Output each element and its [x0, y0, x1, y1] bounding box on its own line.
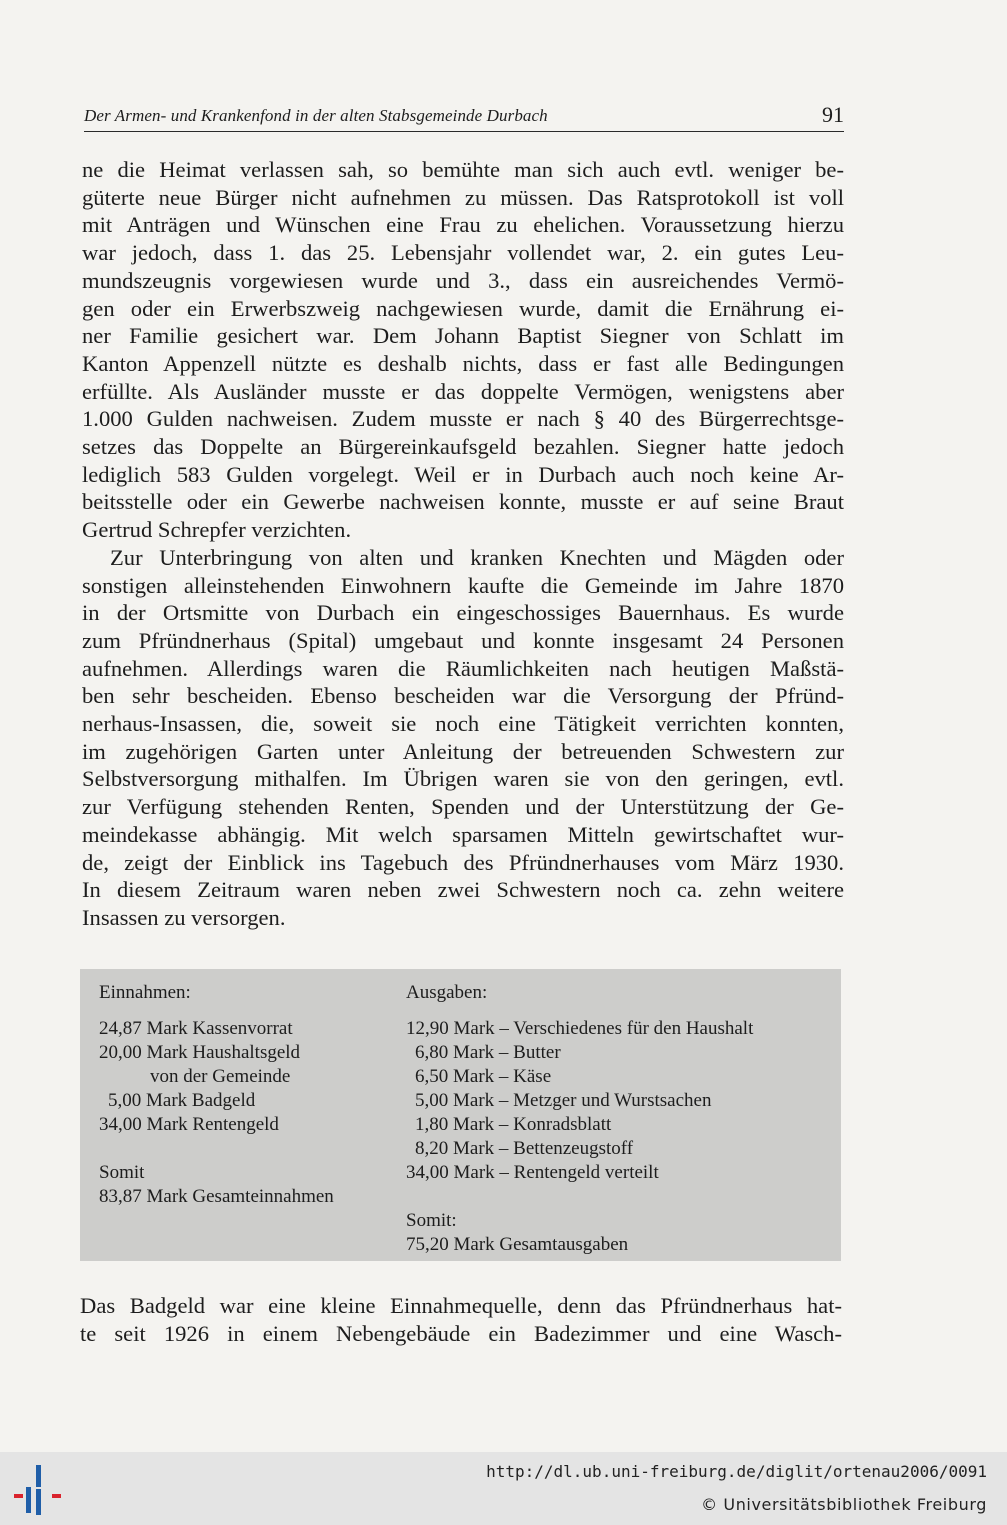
running-title: Der Armen- und Krankenfond in der alten Stabsgemeinde Durbach: [84, 106, 548, 125]
text-line: Das Badgeld war eine kleine Einnahmequelle, denn das Pfründnerhaus hat-: [80, 1293, 842, 1318]
income-total: 83,87 Mark Gesamteinnahmen: [99, 1186, 334, 1207]
closing-paragraph: [80, 1292, 842, 1347]
expense-item: 6,80 Mark – Butter: [415, 1042, 561, 1063]
source-url-link[interactable]: http://dl.ub.uni-freiburg.de/diglit/ortenau2006/0091: [486, 1462, 987, 1481]
text-line: ner Familie gesichert war. Dem Johann Baptist Siegner von Schlatt im: [82, 323, 844, 349]
text-line: mundszeugnis vorgewiesen wurde und 3., dass ein ausreichendes Vermö-: [82, 267, 844, 293]
expense-item: 8,20 Mark – Bettenzeugstoff: [415, 1138, 634, 1159]
expense-item: 1,80 Mark – Konradsblatt: [415, 1114, 612, 1135]
income-item: 34,00 Mark Rentengeld: [99, 1114, 279, 1135]
paragraph: [82, 544, 844, 932]
income-column: [99, 981, 389, 1209]
expense-column: [406, 981, 836, 1257]
text-line: 1.000 Gulden nachweisen. Zudem musste er nach § 40 des Bürgerrechtsge-: [82, 406, 844, 432]
text-line: te seit 1926 in einem Nebengebäude ein Badezimmer und eine Wasch-: [80, 1320, 842, 1346]
paragraph: [82, 156, 844, 544]
income-item: 5,00 Mark Badgeld: [108, 1090, 256, 1111]
text-line: ne die Heimat verlassen sah, so bemühte man sich auch evtl. weniger be-: [82, 157, 844, 182]
text-line: war jedoch, dass 1. das 25. Lebensjahr vollendet war, 2. ein gutes Leu-: [82, 240, 844, 266]
ub-freiburg-logo-icon: [12, 1463, 64, 1517]
income-item: von der Gemeinde: [150, 1066, 291, 1087]
income-item: 24,87 Mark Kassenvorrat: [99, 1018, 293, 1039]
text-line: ben sehr bescheiden. Ebenso bescheiden war die Versorgung der Pfründ-: [82, 683, 844, 709]
expense-item: 34,00 Mark – Rentengeld verteilt: [406, 1162, 659, 1183]
income-summary-label: Somit: [99, 1162, 145, 1183]
text-line: zum Pfründnerhaus (Spital) umgebaut und konnte insgesamt 24 Personen: [82, 627, 844, 653]
text-line: Insassen zu versorgen.: [82, 904, 286, 930]
text-line: In diesem Zeitraum waren neben zwei Schwestern noch ca. zehn weitere: [82, 877, 844, 903]
text-line: Zur Unterbringung von alten und kranken Knechten und Mägden oder: [110, 544, 844, 570]
expense-item: 5,00 Mark – Metzger und Wurstsachen: [415, 1090, 712, 1111]
text-line: meindekasse abhängig. Mit welch sparsamen Mitteln gewirtschaftet wur-: [82, 821, 844, 847]
text-line: Selbstversorgung mithalfen. Im Übrigen waren sie von den geringen, evtl.: [82, 766, 844, 792]
income-item: 20,00 Mark Haushaltsgeld: [99, 1042, 301, 1063]
text-line: Kanton Appenzell nützte es deshalb nichts, dass er fast alle Bedingungen: [82, 350, 844, 376]
ledger-box: [80, 969, 841, 1261]
text-line: gen oder ein Erwerbszweig nachgewiesen wurde, damit die Ernährung ei-: [82, 295, 844, 321]
expense-heading: Ausgaben:: [406, 982, 488, 1003]
text-line: im zugehörigen Garten unter Anleitung der betreuenden Schwestern zur: [82, 738, 844, 764]
text-line: erfüllte. Als Ausländer musste er das doppelte Vermögen, wenigstens aber: [82, 378, 844, 404]
text-line: beitsstelle oder ein Gewerbe nachweisen konnte, musste er auf seine Braut: [82, 489, 844, 515]
page-number: 91: [822, 102, 844, 127]
expense-item: 12,90 Mark – Verschiedenes für den Haushalt: [406, 1018, 754, 1039]
text-line: aufnehmen. Allerdings waren die Räumlichkeiten nach heutigen Maßstä-: [82, 655, 844, 681]
income-heading: Einnahmen:: [99, 982, 191, 1003]
text-line: de, zeigt der Einblick ins Tagebuch des Pfründnerhauses vom März 1930.: [82, 849, 844, 875]
text-line: setzes das Doppelte an Bürgereinkaufsgeld bezahlen. Siegner hatte jedoch: [82, 434, 844, 460]
expense-total: 75,20 Mark Gesamtausgaben: [406, 1234, 629, 1255]
text-line: sonstigen alleinstehenden Einwohnern kaufte die Gemeinde im Jahre 1870: [82, 572, 844, 598]
running-header: [84, 101, 844, 132]
text-line: lediglich 583 Gulden vorgelegt. Weil er in Durbach auch noch keine Ar-: [82, 461, 844, 487]
text-line: güterte neue Bürger nicht aufnehmen zu müssen. Das Ratsprotokoll ist voll: [82, 184, 844, 210]
body-text: [82, 156, 844, 932]
text-line: nerhaus-Insassen, die, soweit sie noch eine Tätigkeit verrichten konnten,: [82, 711, 844, 737]
copyright-notice: © Universitätsbibliothek Freiburg: [701, 1495, 987, 1514]
text-line: mit Anträgen und Wünschen eine Frau zu ehelichen. Voraussetzung hierzu: [82, 212, 844, 238]
text-line: in der Ortsmitte von Durbach ein eingeschossiges Bauernhaus. Es wurde: [82, 600, 844, 626]
expense-summary-label: Somit:: [406, 1210, 457, 1231]
text-line: zur Verfügung stehenden Renten, Spenden und der Unterstützung der Ge-: [82, 794, 844, 820]
text-line: Gertrud Schrepfer verzichten.: [82, 517, 352, 543]
expense-item: 6,50 Mark – Käse: [415, 1066, 552, 1087]
